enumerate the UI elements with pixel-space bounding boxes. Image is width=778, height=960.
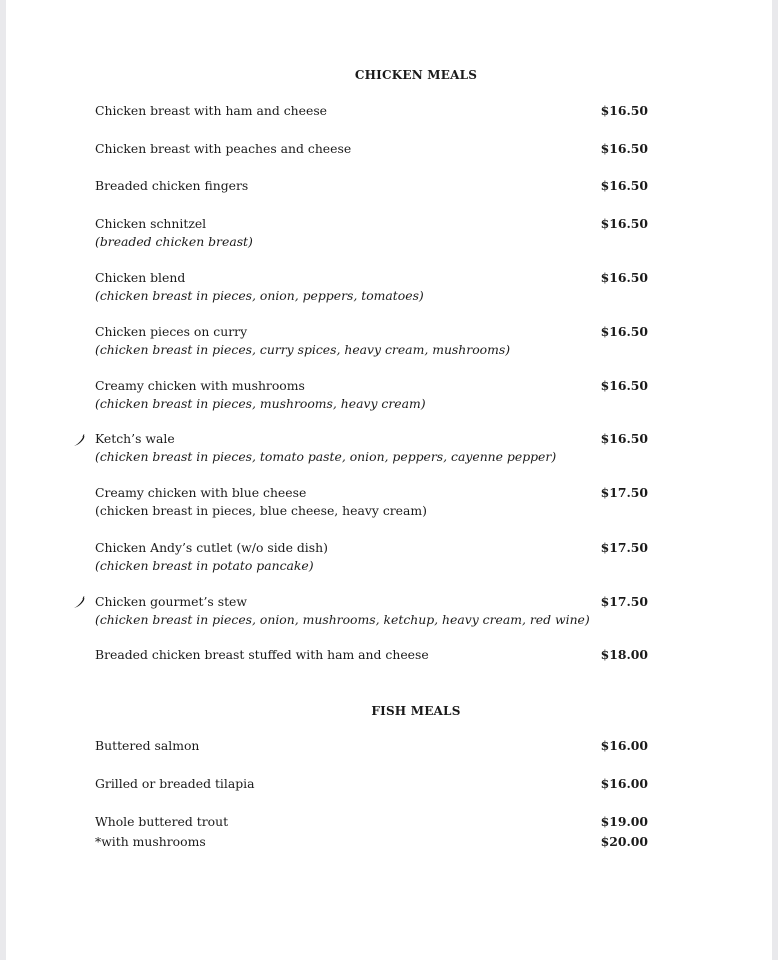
item-name: Chicken gourmet’s stew	[95, 594, 247, 609]
item-price: $16.50	[600, 216, 648, 231]
item-price: $19.00	[600, 814, 648, 829]
item-price: $17.50	[600, 594, 648, 609]
item-name: Chicken Andy’s cutlet (w/o side dish)	[95, 540, 328, 555]
item-price: $17.50	[600, 485, 648, 500]
item-price: $16.50	[600, 378, 648, 393]
item-name: Breaded chicken breast stuffed with ham and cheese	[95, 647, 429, 662]
menu-item	[95, 177, 635, 195]
item-price: $16.50	[600, 103, 648, 118]
menu-item	[95, 539, 635, 575]
item-price: $16.00	[600, 776, 648, 791]
menu-item	[95, 140, 635, 158]
item-price: $17.50	[600, 540, 648, 555]
menu-item	[95, 269, 635, 305]
menu-item	[95, 737, 635, 755]
item-description: (chicken breast in pieces, blue cheese, heavy cream)	[95, 503, 427, 518]
item-price: $18.00	[600, 647, 648, 662]
item-price: $16.50	[600, 431, 648, 446]
item-description: (chicken breast in pieces, curry spices, heavy cream, mushrooms)	[95, 342, 511, 357]
item-price: $16.50	[600, 270, 648, 285]
item-name: Grilled or breaded tilapia	[95, 776, 255, 791]
item-name: Creamy chicken with blue cheese	[95, 485, 307, 500]
menu-item	[95, 102, 635, 120]
item-description: *with mushrooms	[95, 834, 206, 849]
item-price-alt: $20.00	[600, 834, 648, 849]
menu-item	[95, 813, 635, 851]
item-description: (chicken breast in pieces, mushrooms, heavy cream)	[95, 396, 426, 411]
item-name: Chicken breast with ham and cheese	[95, 103, 328, 118]
menu-item	[95, 215, 635, 251]
item-description: (breaded chicken breast)	[95, 234, 253, 249]
item-price: $16.50	[600, 141, 648, 156]
item-name: Breaded chicken fingers	[95, 178, 249, 193]
item-description: (chicken breast in pieces, tomato paste, onion, peppers, cayenne pepper)	[95, 449, 557, 464]
chili-pepper-icon	[72, 433, 86, 447]
section-title-chicken: CHICKEN MEALS	[354, 68, 478, 82]
menu-item	[95, 646, 635, 664]
section-title-fish: FISH MEALS	[371, 704, 461, 718]
item-name: Whole buttered trout	[95, 814, 229, 829]
item-name: Chicken schnitzel	[95, 216, 207, 231]
item-name: Chicken pieces on curry	[95, 324, 248, 339]
menu-item	[95, 593, 635, 629]
item-price: $16.00	[600, 738, 648, 753]
item-name: Chicken breast with peaches and cheese	[95, 141, 352, 156]
item-name: Ketch’s wale	[95, 431, 175, 446]
item-name: Chicken blend	[95, 270, 186, 285]
item-description: (chicken breast in pieces, onion, peppers, tomatoes)	[95, 288, 424, 303]
menu-item	[95, 775, 635, 793]
item-description: (chicken breast in pieces, onion, mushrooms, ketchup, heavy cream, red wine)	[95, 612, 590, 627]
menu-item	[95, 323, 635, 359]
item-name: Buttered salmon	[95, 738, 200, 753]
chili-pepper-icon	[72, 595, 86, 609]
menu-item	[95, 430, 635, 466]
item-price: $16.50	[600, 324, 648, 339]
menu-page	[6, 0, 772, 960]
menu-item	[95, 484, 635, 520]
item-name: Creamy chicken with mushrooms	[95, 378, 305, 393]
item-price: $16.50	[600, 178, 648, 193]
item-description: (chicken breast in potato pancake)	[95, 558, 314, 573]
menu-item	[95, 377, 635, 413]
